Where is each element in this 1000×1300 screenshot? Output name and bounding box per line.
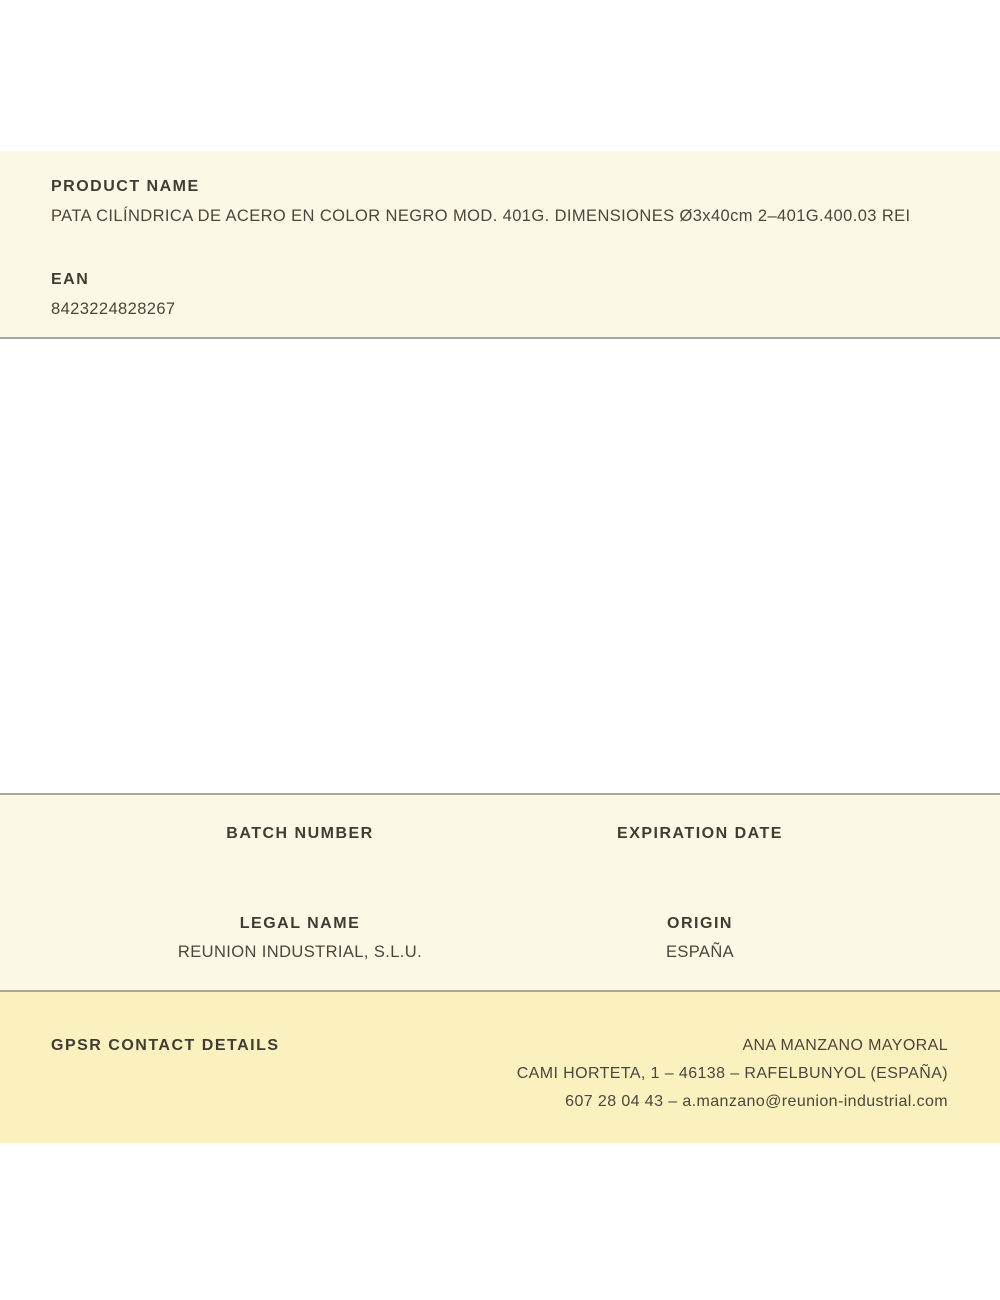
gpsr-contact-details-label: GPSR CONTACT DETAILS xyxy=(51,1037,280,1054)
batch-legal-section xyxy=(0,793,1000,992)
expiration-date-column xyxy=(500,824,900,844)
ean-value: 8423224828267 xyxy=(51,300,176,318)
product-info-section xyxy=(0,151,1000,339)
product-name-value: PATA CILÍNDRICA DE ACERO EN COLOR NEGRO MOD. 401G. DIMENSIONES Ø3x40cm 2–401G.400.03 REI xyxy=(51,207,911,225)
batch-expiration-row xyxy=(100,824,900,844)
origin-column xyxy=(500,914,900,962)
product-name-label: PRODUCT NAME xyxy=(51,178,200,195)
gpsr-contact-name: ANA MANZANO MAYORAL xyxy=(742,1037,948,1054)
gpsr-contact-phone-email: 607 28 04 43 – a.manzano@reunion-industrial.com xyxy=(565,1093,948,1110)
legal-name-column xyxy=(100,914,500,962)
origin-label: ORIGIN xyxy=(667,915,733,932)
gpsr-contact-section xyxy=(0,992,1000,1143)
origin-value: ESPAÑA xyxy=(665,943,735,961)
legal-name-value: REUNION INDUSTRIAL, S.L.U. xyxy=(177,943,423,961)
gpsr-contact-address: CAMI HORTETA, 1 – 46138 – RAFELBUNYOL (ESPAÑA) xyxy=(516,1065,948,1082)
legal-name-label: LEGAL NAME xyxy=(239,915,361,932)
batch-number-label: BATCH NUMBER xyxy=(226,825,374,842)
legal-origin-row xyxy=(100,914,900,962)
expiration-date-label: EXPIRATION DATE xyxy=(617,825,783,842)
gpsr-contact-block xyxy=(280,1032,948,1116)
ean-label: EAN xyxy=(51,271,90,288)
batch-number-column xyxy=(100,824,500,844)
